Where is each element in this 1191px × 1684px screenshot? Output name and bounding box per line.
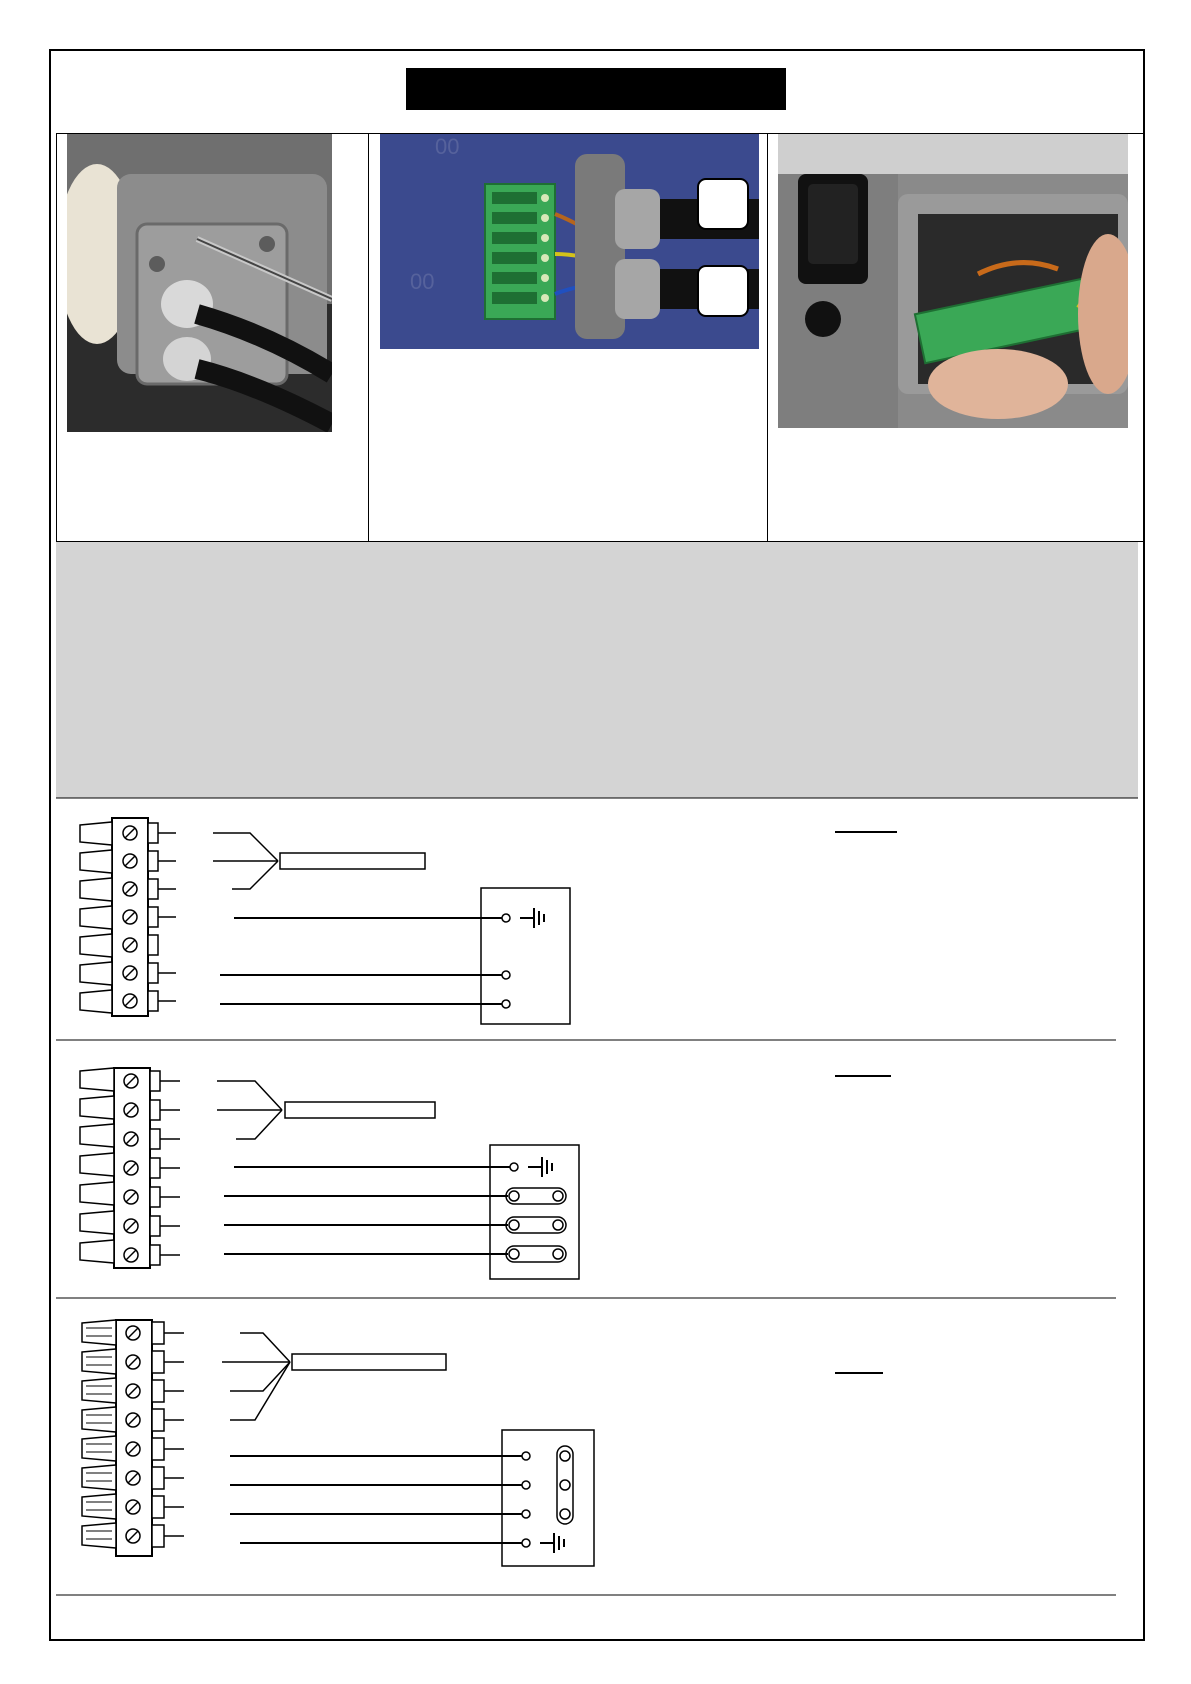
motor-terminal-box	[490, 1145, 579, 1279]
cable-label-box	[292, 1354, 446, 1370]
cable-label-box	[280, 853, 425, 869]
terminal-block	[80, 1068, 180, 1268]
terminal-block	[82, 1320, 184, 1556]
svg-text:00: 00	[410, 269, 435, 294]
terminal-block	[80, 818, 176, 1016]
svg-text:00: 00	[435, 134, 460, 159]
cable-label-box	[285, 1102, 435, 1118]
wiring-diagram-3	[82, 1320, 883, 1566]
wiring-diagram-2	[80, 1068, 891, 1279]
wiring-diagram-1	[80, 818, 897, 1024]
motor-terminal-box	[502, 1430, 594, 1566]
